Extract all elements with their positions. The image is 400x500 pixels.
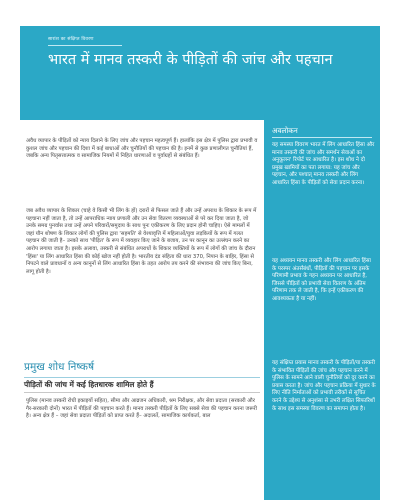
overview-sidebar <box>264 120 380 500</box>
section-heading: प्रमुख शोध निष्कर्ष <box>24 361 95 373</box>
document-title: भारत में मानव तस्करी के पीड़ितों की जांच और पहचान <box>48 52 333 68</box>
intro-paragraph: अवैध व्यापार के पीड़ितों को न्याय दिलाने के लिए जांच और पहचान महत्वपूर्ण हैं। हालांकि इस क्षेत्र में पुलिस द्वारा प्रभावी व कुशल जांच और पहचान की दिशा में कई बाधाओं और चुनौतियों की पहचान की है। इनमें से कुछ प्रणालीगत चुनौतियां हैं, जबकि अन्य पितृसत्तात्मक व सामाजिक नियमों में निहित धारणाओं व पूर्वाग्रहों से संबंधित हैं। <box>26 138 258 160</box>
main-column <box>20 120 264 500</box>
section-paragraph: पुलिस (मानव तस्करी रोधी इकाइयों सहित), सीमा और आव्रजन अधिकारी, श्रम निरीक्षक, और सेवा प्रदाता (सरकारी और गैर-सरकारी दोनों) भारत में पीड़ितों की पहचान करते हैं। मानव तस्करी पीड़ितों के लिए सबसे सेवा की पहचान करना जरूरी है। अन्य क्षेत्र हैं – जहां सेवा प्रदाता पीड़ितों को प्राप्त करते हैं– अदालतें, सामाजिक कार्यकर्ता, बाल <box>26 398 257 420</box>
section-divider <box>24 377 260 378</box>
section-subheading: पीड़ितों की जांच में कई हितधारक शामिल होते हैं <box>24 380 154 389</box>
top-margin <box>0 0 400 26</box>
document-subtitle: सारांश का संक्षिप्त विवरण <box>48 37 94 42</box>
sidebar-paragraph: यह अध्ययन मानव तस्करी और लिंग आधारित हिंसा के परस्पर अंतर्संबंधों, पीड़ितों की पहचान पर इसके परिणामी प्रभाव के गहन अध्ययन पर आधारित है, जिससे पीड़ितों को प्रभावी सेवा वितरण के अंतिम परिणाम तक ले जाती है, कि इन्हें एकीकरण की आवश्यकता है या नहीं। <box>272 258 371 302</box>
sidebar-paragraph: यह संक्षिप्त प्रयास मानव तस्करी के पीड़ितों/या तस्करी के संभावित पीड़ितों की जांच और पहचान करने में पुलिस के सामने आने वाली चुनौतियों को दूर करने का प्रयास करता है। जांच और पहचान प्रक्रिया में सुधार के लिए नीति निर्माताओं को प्रभावी तरीकों से सूचित करने के उद्देश्य से अनुशंसा से उभरी लक्षित सिफारिशों के साथ इस समस्या विवरण का समापन होता है। <box>272 360 376 412</box>
sidebar-title: अवलोकन <box>272 126 298 135</box>
sidebar-paragraph: यह समस्या विवरण भारत में लिंग आधारित हिंसा और मानव तस्करी की जांच और समर्थन सेवाओं का अनुकूलन' रिपोर्ट पर आधारित है। इस शोध ने दो प्रमुख खामियों का पता लगाया: यह जांच और पहचान, और पश्चात् मानव तस्करी और लिंग आधारित हिंसा के पीड़ितों को सेवा प्रदान करना। <box>272 142 375 186</box>
subtitle-divider <box>48 45 122 46</box>
body-paragraph: जब अवैध व्यापार के शिकार (चाहे वे किसी भी लिंग के हों) दरारों से फिसल जाते हैं और उन्हें अपराध के शिकार के रूप में पहचाना नहीं जाता है, तो उन्हें आपराधिक न्याय प्रणाली और उन सेवा वितरण व्यवस्थाओं से परे कर दिया जाता है, जो उनके समग्र पुनर्वास तथा उन्हें अपने परिवारों/समुदाय के साथ पुनः एकीकरण के लिए प्रदान होनी चाहिए। ऐसे मामलों में जहां यौन शोषण के शिकार लोगों की पुलिस द्वारा 'सहमति' से वेश्यावृत्ति में महिलाओं/युवा लड़कियों के रूप में गलत पहचान की जाती है– उनको साथ 'पीड़ित' के रूप में व्यवहार किए जाने के बजाय, उन पर कानून का उल्लंघन करने का आरोप लगाया जाता है। इसके अलावा, तस्करी से संबंधित अपराधों के शिकार व्यक्तियों के रूप में लोगों की जांच के दौरान 'हिंसा' या लिंग आधारित हिंसा की कोई खोज नहीं होती है। भारतीय दंड संहिता की धारा 370, निपान के बाहिर, हिंसा से निपटने वाले प्रावधानों व अन्य कानूनों से लिंग आधारित हिंसा के तहत आरोप तय करने की संभावना की जांच किए बिना, लागू होती है। <box>26 208 257 275</box>
subheading-divider <box>24 392 260 393</box>
sidebar-divider <box>272 137 372 138</box>
title-banner <box>20 26 380 120</box>
